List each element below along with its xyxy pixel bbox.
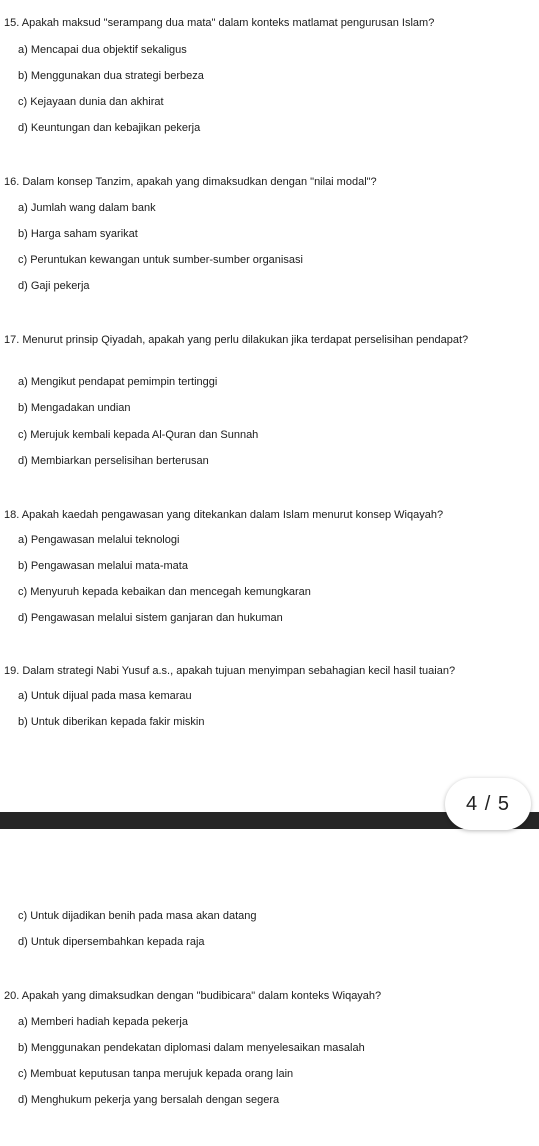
question-16-option-d: d) Gaji pekerja xyxy=(18,280,90,292)
question-17-option-b: b) Mengadakan undian xyxy=(18,402,131,414)
question-19-option-a: a) Untuk dijual pada masa kemarau xyxy=(18,690,192,702)
question-19: 19. Dalam strategi Nabi Yusuf a.s., apakah tujuan menyimpan sebahagian kecil hasil tuaian? xyxy=(4,665,456,677)
question-19-option-c: c) Untuk dijadikan benih pada masa akan datang xyxy=(18,910,257,922)
question-16-option-c: c) Peruntukan kewangan untuk sumber-sumber organisasi xyxy=(18,254,303,266)
question-18-option-c: c) Menyuruh kepada kebaikan dan mencegah kemungkaran xyxy=(18,586,311,598)
page-indicator: 4 / 5 xyxy=(445,778,531,830)
question-18-option-d: d) Pengawasan melalui sistem ganjaran dan hukuman xyxy=(18,612,283,624)
question-16-option-a: a) Jumlah wang dalam bank xyxy=(18,202,156,214)
question-19-option-d: d) Untuk dipersembahkan kepada raja xyxy=(18,936,205,948)
question-16-option-b: b) Harga saham syarikat xyxy=(18,228,138,240)
question-20-option-a: a) Memberi hadiah kepada pekerja xyxy=(18,1016,188,1028)
question-15-option-b: b) Menggunakan dua strategi berbeza xyxy=(18,70,204,82)
question-17-option-d: d) Membiarkan perselisihan berterusan xyxy=(18,455,209,467)
question-16: 16. Dalam konsep Tanzim, apakah yang dimaksudkan dengan "nilai modal"? xyxy=(4,176,377,188)
question-17-option-c: c) Merujuk kembali kepada Al-Quran dan Sunnah xyxy=(18,429,259,441)
question-20-option-c: c) Membuat keputusan tanpa merujuk kepada orang lain xyxy=(18,1068,294,1080)
question-18-option-a: a) Pengawasan melalui teknologi xyxy=(18,534,180,546)
question-15-option-c: c) Kejayaan dunia dan akhirat xyxy=(18,96,164,108)
question-20-option-b: b) Menggunakan pendekatan diplomasi dalam menyelesaikan masalah xyxy=(18,1042,365,1054)
question-15: 15. Apakah maksud "serampang dua mata" dalam konteks matlamat pengurusan Islam? xyxy=(4,17,435,29)
question-15-option-a: a) Mencapai dua objektif sekaligus xyxy=(18,44,187,56)
question-18: 18. Apakah kaedah pengawasan yang ditekankan dalam Islam menurut konsep Wiqayah? xyxy=(4,509,444,521)
question-19-option-b: b) Untuk diberikan kepada fakir miskin xyxy=(18,716,205,728)
document-page-5 xyxy=(0,830,539,1146)
question-18-option-b: b) Pengawasan melalui mata-mata xyxy=(18,560,188,572)
question-15-option-d: d) Keuntungan dan kebajikan pekerja xyxy=(18,122,201,134)
question-17-option-a: a) Mengikut pendapat pemimpin tertinggi xyxy=(18,376,218,388)
question-20: 20. Apakah yang dimaksudkan dengan "budibicara" dalam konteks Wiqayah? xyxy=(4,990,382,1002)
question-20-option-d: d) Menghukum pekerja yang bersalah dengan segera xyxy=(18,1094,280,1106)
question-17: 17. Menurut prinsip Qiyadah, apakah yang perlu dilakukan jika terdapat perselisihan pendapat? xyxy=(4,334,469,346)
